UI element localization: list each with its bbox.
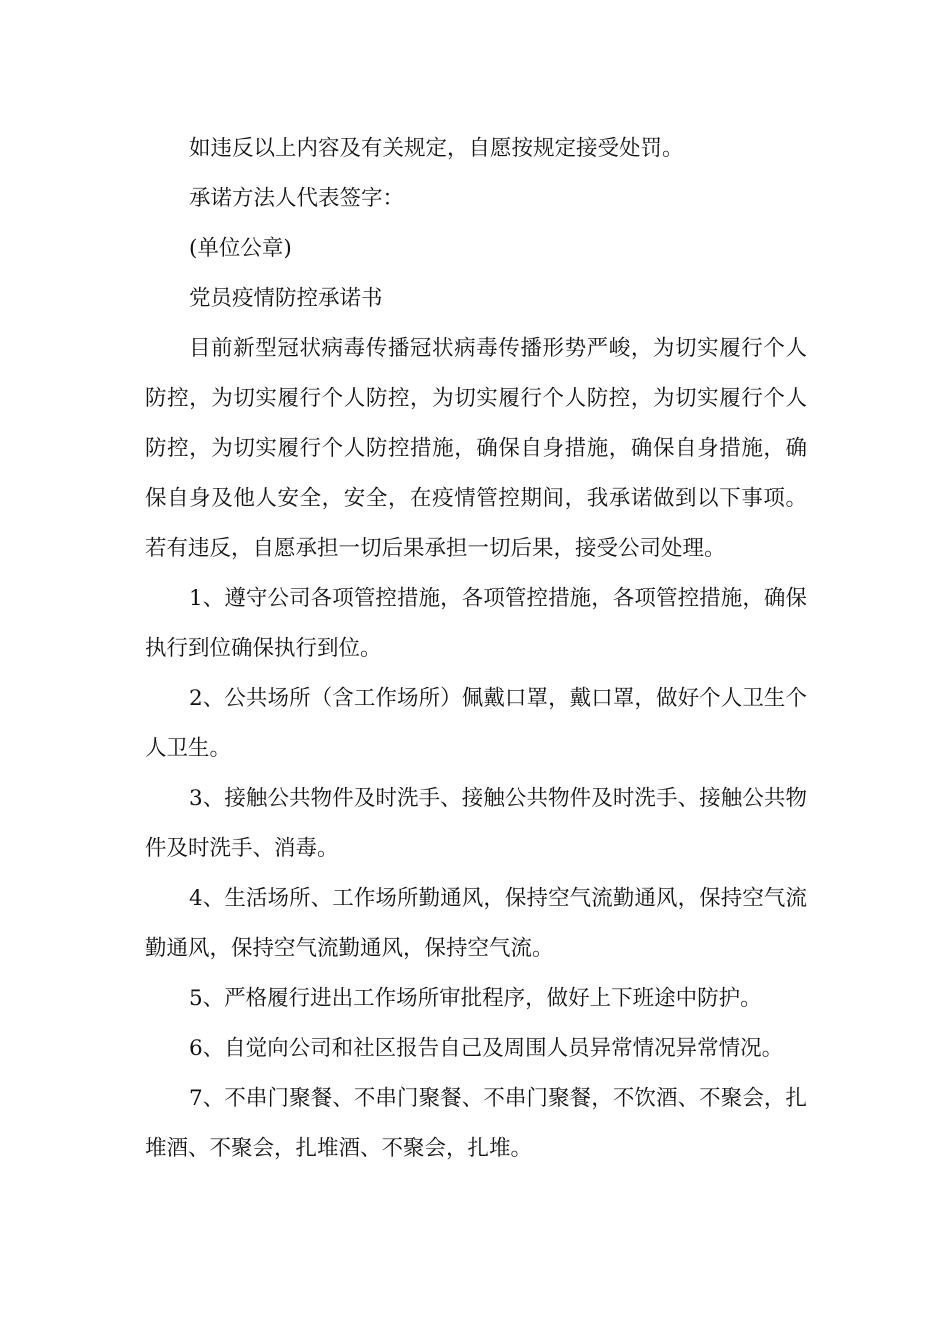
violation-statement: 如违反以上内容及有关规定，自愿按规定接受处罚。 <box>189 136 684 161</box>
signature-line: 承诺方法人代表签字： <box>189 186 405 211</box>
pledge-item-6: 6、自觉向公司和社区报告自己及周围人员异常情况异常情况。 <box>189 1036 784 1061</box>
pledge-title: 党员疫情防控承诺书 <box>189 286 383 311</box>
pledge-item-3: 3、接触公共物件及时洗手、接触公共物件及时洗手、接触公共物件及时洗手、消毒。 <box>145 786 807 861</box>
pledge-intro: 目前新型冠状病毒传播冠状病毒传播形势严峻，为切实履行个人防控，为切实履行个人防控，为切实履行个人防控，为切实履行个人防控，为切实履行个人防控措施，确保自身措施，确保自身措施，确保自身及他人安全，安全，在疫情管控期间，我承诺做到以下事项。若有违反，自愿承担一切后果承担一切后果，接受公司处理。 <box>145 336 807 561</box>
pledge-item-4: 4、生活场所、工作场所勤通风，保持空气流勤通风，保持空气流勤通风，保持空气流勤通风，保持空气流。 <box>145 886 807 961</box>
pledge-item-5: 5、严格履行进出工作场所审批程序，做好上下班途中防护。 <box>189 986 762 1011</box>
pledge-item-2: 2、公共场所（含工作场所）佩戴口罩，戴口罩，做好个人卫生个人卫生。 <box>145 686 807 761</box>
seal-line: (单位公章) <box>189 236 292 261</box>
pledge-item-1: 1、遵守公司各项管控措施，各项管控措施，各项管控措施，确保执行到位确保执行到位。 <box>145 586 807 661</box>
pledge-item-7: 7、不串门聚餐、不串门聚餐、不串门聚餐，不饮酒、不聚会，扎堆酒、不聚会，扎堆酒、不聚会，扎堆。 <box>145 1086 807 1161</box>
document-body <box>145 124 807 1174</box>
